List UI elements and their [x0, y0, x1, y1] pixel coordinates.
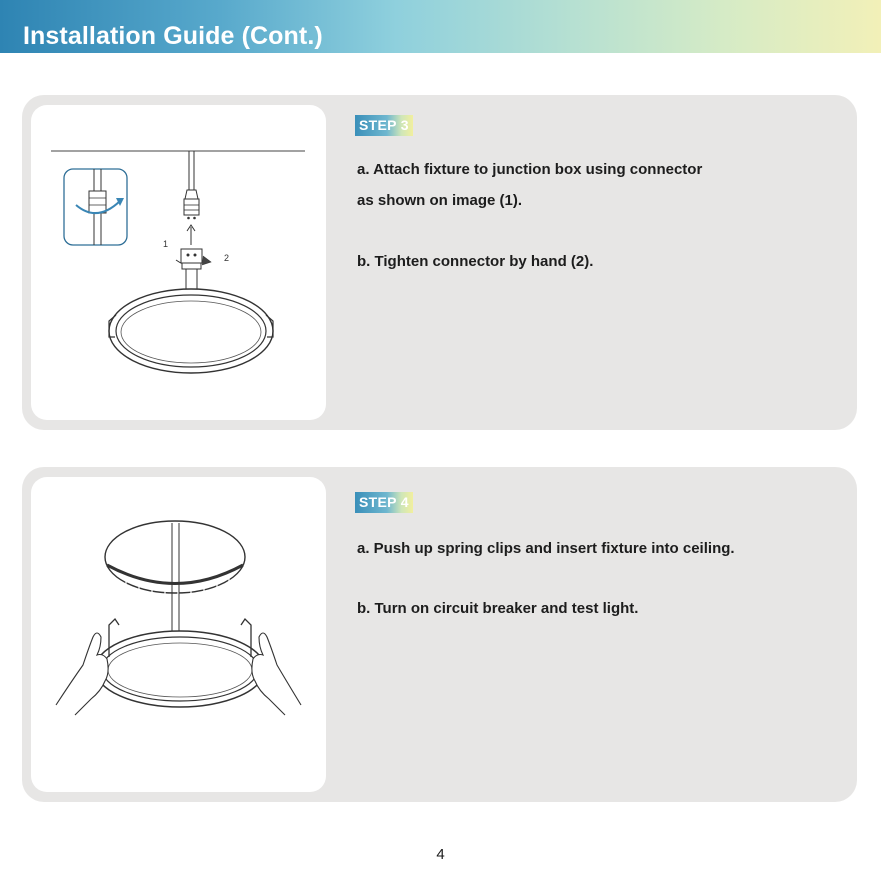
instruction-line: a. Push up spring clips and insert fixture into ceiling.	[357, 540, 735, 557]
insert-fixture-illustration	[31, 477, 326, 792]
figure-label-1: 1	[163, 239, 169, 249]
instruction-line: b. Turn on circuit breaker and test light.	[357, 600, 639, 617]
figure-label-2: 2	[224, 253, 230, 263]
step-badge: STEP 4	[355, 492, 413, 513]
connector-illustration	[31, 105, 326, 420]
step-4-illustration-card	[31, 477, 326, 792]
page-number: 4	[436, 846, 445, 863]
step-3-panel	[22, 95, 857, 430]
page-header	[0, 0, 881, 53]
page-title: Installation Guide (Cont.)	[23, 22, 323, 50]
instruction-line: a. Attach fixture to junction box using connector	[357, 161, 703, 178]
step-badge: STEP 3	[355, 115, 413, 136]
instruction-line: b. Tighten connector by hand (2).	[357, 253, 594, 270]
step-3-illustration-card	[31, 105, 326, 420]
instruction-line: as shown on image (1).	[357, 192, 523, 209]
step-4-panel	[22, 467, 857, 802]
